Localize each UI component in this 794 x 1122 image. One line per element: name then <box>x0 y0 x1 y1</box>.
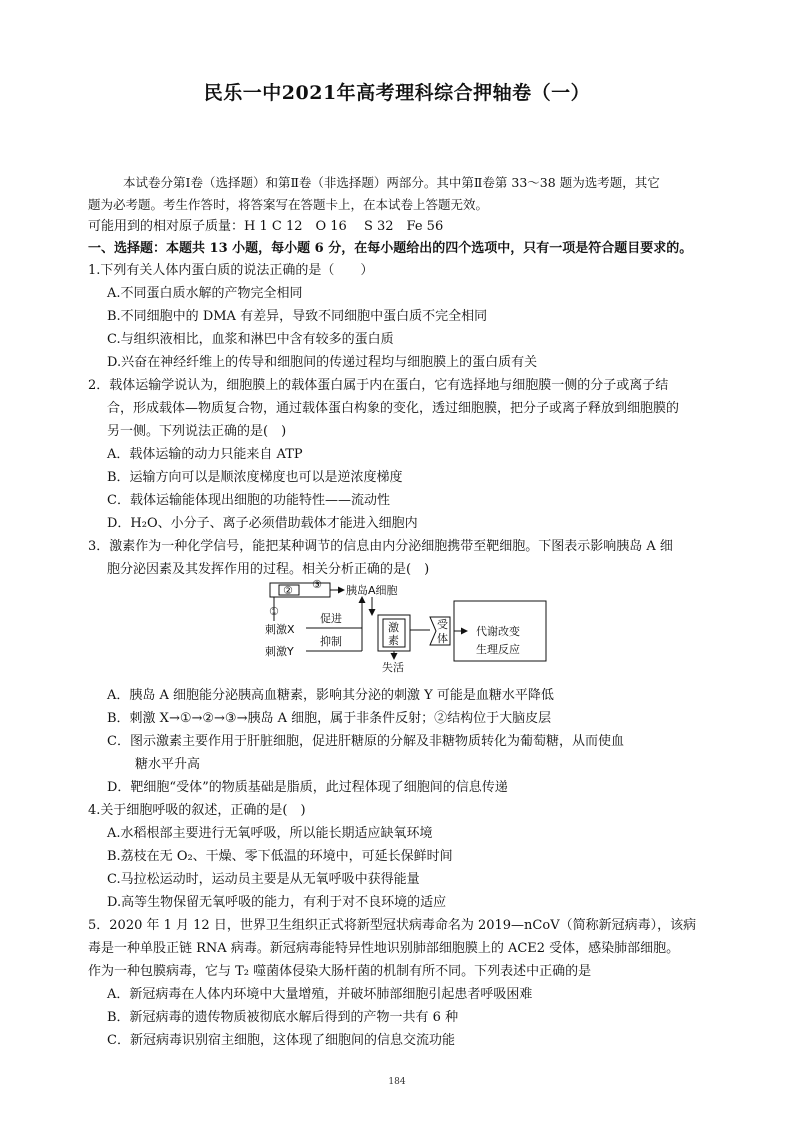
q3-option-c-1: C．图示激素主要作用于肝脏细胞，促进肝糖原的分解及非糖物质转化为葡萄糖，从而使血 <box>107 734 624 749</box>
q3-stem-2: 胞分泌因素及其发挥作用的过程。相关分析正确的是( ) <box>107 562 430 577</box>
q4-option-c: C.马拉松运动时，运动员主要是从无氧呼吸中获得能量 <box>107 872 420 887</box>
label-stim-y: 刺激Y <box>265 645 294 658</box>
page-title: 民乐一中2021年高考理科综合押轴卷（一） <box>203 82 591 104</box>
q1-stem: 1.下列有关人体内蛋白质的说法正确的是（ ） <box>88 263 374 278</box>
q2-option-c: C．载体运输能体现出细胞的功能特性——流动性 <box>107 493 390 508</box>
label-n1: ① <box>269 605 279 618</box>
page-number: 184 <box>388 1077 406 1087</box>
q4-stem: 4.关于细胞呼吸的叙述，正确的是( ) <box>88 803 306 818</box>
label-effect-1: 代谢改变 <box>476 625 520 638</box>
q5-option-c: C．新冠病毒识别宿主细胞，这体现了细胞间的信息交流功能 <box>107 1033 455 1048</box>
intro-line-2: 题为必考题。考生作答时，将答案写在答题卡上，在本试卷上答题无效。 <box>88 197 489 212</box>
q1-option-b: B.不同细胞中的 DMA 有差异，导致不同细胞中蛋白质不完全相同 <box>107 309 488 324</box>
q4-option-d: D.高等生物保留无氧呼吸的能力，有利于对不良环境的适应 <box>107 895 447 910</box>
q2-stem-2: 合，形成载体—物质复合物，通过载体蛋白构象的变化，透过细胞膜，把分子或离子释放到细胞膜的 <box>107 401 680 416</box>
label-n2: ② <box>283 584 293 597</box>
label-hormone-2: 素 <box>388 634 399 647</box>
hormone-regulation-diagram <box>262 575 552 675</box>
q3-option-d: D．靶细胞“受体”的物质基础是脂质，此过程体现了细胞间的信息传递 <box>107 780 508 795</box>
q5-stem-1: 5．2020 年 1 月 12 日，世界卫生组织正式将新型冠状病毒命名为 2019—nCoV（简称新冠病毒），该病 <box>88 918 697 933</box>
label-inactive: 失活 <box>382 661 404 674</box>
q5-stem-2: 毒是一种单股正链 RNA 病毒。新冠病毒能特异性地识别肺部细胞膜上的 ACE2 受体，感染肺部细胞。 <box>88 941 680 956</box>
q4-option-a: A.水稻根部主要进行无氧呼吸，所以能长期适应缺氧环境 <box>107 826 433 841</box>
section-header: 一、选择题：本题共 13 小题，每小题 6 分，在每小题给出的四个选项中，只有一项是符合题目要求的。 <box>88 241 693 256</box>
q2-stem-3: 另一侧。下列说法正确的是( ) <box>107 424 287 439</box>
label-inhibit: 抑制 <box>320 635 342 648</box>
q3-option-b: B．刺激 X→①→②→③→胰岛 A 细胞，属于非条件反射；②结构位于大脑皮层 <box>107 711 552 726</box>
label-cell: 胰岛A细胞 <box>346 584 398 597</box>
label-promote: 促进 <box>320 612 342 625</box>
q1-option-c: C.与组织液相比，血浆和淋巴中含有较多的蛋白质 <box>107 332 394 347</box>
q5-option-a: A．新冠病毒在人体内环境中大量增殖，并破坏肺部细胞引起患者呼吸困难 <box>107 987 533 1002</box>
q2-option-d: D．H₂O、小分子、离子必须借助载体才能进入细胞内 <box>107 516 418 531</box>
intro-line-1: 本试卷分第Ⅰ卷（选择题）和第Ⅱ卷（非选择题）两部分。其中第Ⅱ卷第 33～38 题为选考题，其它 <box>123 175 660 190</box>
q3-option-c-2: 糖水平升高 <box>135 757 201 772</box>
label-receptor-2: 体 <box>437 632 448 645</box>
q4-option-b: B.荔枝在无 O₂、干燥、零下低温的环境中，可延长保鲜时间 <box>107 849 453 864</box>
label-hormone-1: 激 <box>388 621 399 634</box>
q2-option-a: A．载体运输的动力只能来自 ATP <box>107 447 303 462</box>
q3-option-a: A．胰岛 A 细胞能分泌胰高血糖素，影响其分泌的刺激 Y 可能是血糖水平降低 <box>107 688 554 703</box>
label-effect-2: 生理反应 <box>476 643 520 656</box>
q5-option-b: B．新冠病毒的遗传物质被彻底水解后得到的产物一共有 6 种 <box>107 1010 459 1025</box>
q3-stem-1: 3．激素作为一种化学信号，能把某种调节的信息由内分泌细胞携带至靶细胞。下图表示影响胰岛 A 细 <box>88 539 673 554</box>
q1-option-a: A.不同蛋白质水解的产物完全相同 <box>107 286 303 301</box>
q2-option-b: B．运输方向可以是顺浓度梯度也可以是逆浓度梯度 <box>107 470 403 485</box>
q1-option-d: D.兴奋在神经纤维上的传导和细胞间的传递过程均与细胞膜上的蛋白质有关 <box>107 355 538 370</box>
q5-stem-3: 作为一种包膜病毒，它与 T₂ 噬菌体侵染大肠杆菌的机制有所不同。下列表述中正确的是 <box>88 964 592 979</box>
label-receptor-1: 受 <box>437 618 448 631</box>
label-stim-x: 刺激X <box>265 623 295 636</box>
atomic-masses: 可能用到的相对原子质量：H 1 C 12 O 16 S 32 Fe 56 <box>88 219 444 234</box>
label-n3: ③ <box>312 578 322 591</box>
q2-stem-1: 2．载体运输学说认为，细胞膜上的载体蛋白属于内在蛋白，它有选择地与细胞膜一侧的分子或离子结 <box>88 378 669 393</box>
